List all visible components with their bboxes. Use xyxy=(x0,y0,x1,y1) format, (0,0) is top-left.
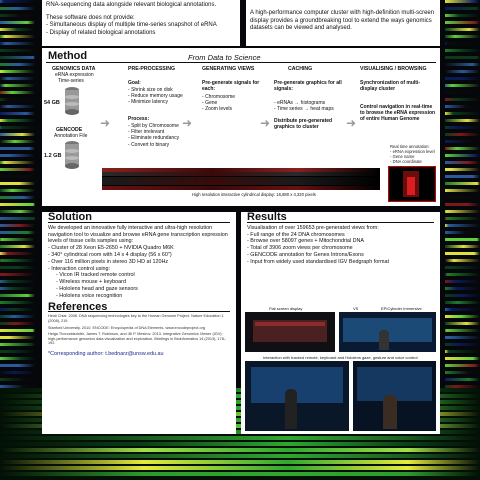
vis-p1: Synchronization of multi-display cluster xyxy=(360,80,420,93)
heatmap-row xyxy=(0,336,35,339)
results-caption-cylinder: EPICylinder Immersive xyxy=(381,306,422,311)
heatmap-row xyxy=(0,343,35,346)
heatmap-row xyxy=(445,28,480,31)
heatmap-row xyxy=(445,147,480,150)
solution-list: - Cluster of 28 Xeon E5-2650 + NVIDIA Quadro M6K - 340° cylindrical room with 14 x 4 display (56 x 60") - Over 116 million pixels in stereo 3D HD at 120Hz - Interaction control using: - Vicon IR tracked remote control - Wireless mouse + keyboard - Hololens head and gaze sensors - Hololens voice recognition xyxy=(48,245,174,299)
vis-title: VISUALISING / BROWSING xyxy=(360,66,427,72)
heatmap-row xyxy=(445,231,480,234)
flow-arrow-icon: ➜ xyxy=(346,116,357,130)
interaction-photo-right xyxy=(353,361,436,431)
results-caption-flat: Flat screen display xyxy=(269,306,303,311)
preproc-goal-heading: Goal: xyxy=(128,80,141,86)
heatmap-row xyxy=(445,140,480,143)
heatmap-row xyxy=(445,259,480,262)
heatmap-row xyxy=(0,105,35,108)
heatmap-row xyxy=(445,308,480,311)
heatmap-row xyxy=(0,63,35,66)
heatmap-row xyxy=(0,378,35,381)
results-list: - Full range of the 24 DNA chromosomes - Browse over 58097 genes + Mitochondrial DNA - Total of 3906 zoom views per chromosome - GENCODE annotation for Genes Introns/Exons - Input from widely used standardised IGV Bedgraph format xyxy=(247,231,390,265)
preproc-goals: - Shrink size on disk - Reduce memory usage - Minimize latency xyxy=(128,87,183,106)
heatmap-row xyxy=(445,315,480,318)
heatmap-row xyxy=(0,238,35,241)
gencode-size: 1.2 GB xyxy=(44,153,62,159)
solution-intro: We developed an innovative fully interactive and ultra-high resolution navigation tool to visualize and browse eRNA gene transcription expression levels of tissue cells samples using: xyxy=(48,224,228,245)
heatmap-row xyxy=(445,217,480,220)
contact-email[interactable]: *Corresponding author: t.bednarz@unsw.edu.au xyxy=(48,350,164,357)
heatmap-row xyxy=(445,84,480,87)
heatmap-row xyxy=(0,280,35,283)
heatmap-row xyxy=(0,308,35,311)
heatmap-row xyxy=(0,182,35,185)
heatmap-row xyxy=(0,259,35,262)
heatmap-row xyxy=(445,35,480,38)
heatmap-band xyxy=(0,472,480,476)
heatmap-row xyxy=(0,294,35,297)
results-caption-interaction: Interaction with tracked remote, keyboard and Hololens gaze, gesture and voice control xyxy=(263,355,418,360)
heatmap-row xyxy=(445,210,480,213)
intro-lead: These software does not provide: xyxy=(46,14,135,21)
strip-caption: High resolution interactive cylindrical display: 16,880 x 4,320 pixels xyxy=(192,192,316,197)
heatmap-row xyxy=(0,140,35,143)
heatmap-band xyxy=(0,448,480,452)
vis-p2: Control navigation in real-time to browse the eRNA expression of entire Human Genome xyxy=(360,104,436,123)
strip-band xyxy=(102,168,380,172)
gencode-sub: Annotation File xyxy=(54,133,88,139)
heatmap-row xyxy=(445,98,480,101)
heatmap-row xyxy=(445,371,480,374)
heatmap-row xyxy=(0,168,35,171)
heatmap-band xyxy=(0,466,480,470)
method-title: Method xyxy=(48,50,88,62)
genomics-size: 54 GB xyxy=(44,100,60,106)
heatmap-row xyxy=(0,210,35,213)
strip-band xyxy=(102,177,380,181)
heatmap-row xyxy=(0,56,35,59)
heatmap-row xyxy=(0,357,35,360)
flow-arrow-icon: ➜ xyxy=(100,116,111,130)
flow-arrow-icon: ➜ xyxy=(182,116,193,130)
heatmap-row xyxy=(445,14,480,17)
heatmap-row xyxy=(445,7,480,10)
heatmap-row xyxy=(0,14,35,17)
heatmap-row xyxy=(445,77,480,80)
heatmap-band xyxy=(0,460,480,464)
heatmap-row xyxy=(445,42,480,45)
heatmap-row xyxy=(445,245,480,248)
heatmap-row xyxy=(445,21,480,24)
heatmap-row xyxy=(0,49,35,52)
heatmap-row xyxy=(0,0,35,3)
heatmap-row xyxy=(0,84,35,87)
heatmap-row xyxy=(0,147,35,150)
heatmap-row xyxy=(0,119,35,122)
heatmap-row xyxy=(0,112,35,115)
heatmap-row xyxy=(445,161,480,164)
heatmap-row xyxy=(445,301,480,304)
heatmap-row xyxy=(0,266,35,269)
heatmap-row xyxy=(0,42,35,45)
heatmap-row xyxy=(0,252,35,255)
interaction-photo-left xyxy=(245,361,349,431)
strip-band xyxy=(102,186,380,190)
caching-items: - eRNAs → histograms - Time series → heat maps xyxy=(274,100,334,113)
heatmap-row xyxy=(445,168,480,171)
heatmap-row xyxy=(0,77,35,80)
method-rule xyxy=(46,62,436,63)
heatmap-row xyxy=(0,91,35,94)
results-title: Results xyxy=(247,211,287,223)
flat-screen-photo xyxy=(245,312,335,352)
intro-left-panel xyxy=(42,0,240,46)
heatmap-row xyxy=(445,63,480,66)
heatmap-row xyxy=(0,371,35,374)
heatmap-row xyxy=(445,154,480,157)
heatmap-row xyxy=(445,336,480,339)
heatmap-row xyxy=(445,175,480,178)
heatmap-row xyxy=(0,217,35,220)
preproc-title: PRE-PROCESSING xyxy=(128,66,175,72)
gencode-title: GENCODE xyxy=(56,127,83,133)
cylindrical-display-strip xyxy=(102,168,380,190)
heatmap-row xyxy=(0,364,35,367)
heatmap-row xyxy=(0,175,35,178)
heatmap-row xyxy=(445,224,480,227)
heatmap-row xyxy=(445,133,480,136)
heatmap-row xyxy=(445,105,480,108)
strip-band xyxy=(102,172,380,176)
heatmap-row xyxy=(445,287,480,290)
genomics-title: GENOMICS DATA xyxy=(52,66,96,72)
heatmap-band xyxy=(0,442,480,446)
references-title: References xyxy=(48,300,108,313)
preproc-steps: - Split by Chromosome - Filter irrelevant - Eliminate redundancy - Convert to binary xyxy=(128,123,180,148)
heatmap-row xyxy=(445,91,480,94)
caching-title: CACHING xyxy=(288,66,313,72)
intro-item: - Display of related biological annotations xyxy=(46,29,156,36)
database-icon xyxy=(64,140,80,170)
heatmap-row xyxy=(0,189,35,192)
heatmap-row xyxy=(445,280,480,283)
intro-line: RNA-sequencing data alongside relevant biological annotations. xyxy=(46,2,217,8)
results-intro: Visualisation of over 159653 pre-generated views from: xyxy=(247,224,379,231)
heatmap-row xyxy=(445,182,480,185)
heatmap-row xyxy=(445,189,480,192)
cylinder-photo xyxy=(339,312,436,352)
heatmap-row xyxy=(445,49,480,52)
heatmap-row xyxy=(445,322,480,325)
heatmap-row xyxy=(445,350,480,353)
heatmap-row xyxy=(0,224,35,227)
caching-heading-2: Distribute pre-generated graphics to cluster xyxy=(274,118,333,131)
solution-panel xyxy=(42,212,236,434)
heatmap-row xyxy=(445,56,480,59)
heatmap-row xyxy=(445,357,480,360)
method-panel xyxy=(42,48,440,206)
heatmap-row xyxy=(0,315,35,318)
heatmap-row xyxy=(445,126,480,129)
heatmap-row xyxy=(0,273,35,276)
annotation-legend: Real time annotation: - eRNA expression level - Gene name - DNA coordinate xyxy=(390,144,435,164)
heatmap-row xyxy=(0,70,35,73)
heatmap-row xyxy=(0,322,35,325)
heatmap-row xyxy=(445,252,480,255)
heatmap-row xyxy=(445,119,480,122)
intro-right-panel xyxy=(246,0,440,46)
heatmap-row xyxy=(0,98,35,101)
heatmap-row xyxy=(0,301,35,304)
heatmap-row xyxy=(445,343,480,346)
heatmap-row xyxy=(0,126,35,129)
heatmap-row xyxy=(0,154,35,157)
strip-band xyxy=(102,181,380,185)
results-caption-vs: VS xyxy=(353,306,359,311)
caching-heading: Pre-generate graphics for all signals: xyxy=(274,80,342,93)
heatmap-row xyxy=(0,35,35,38)
heatmap-row xyxy=(0,203,35,206)
poster xyxy=(42,0,440,440)
heatmap-row xyxy=(445,273,480,276)
heatmap-row xyxy=(0,21,35,24)
views-items: - Chromosome - Gene - Zoom levels xyxy=(202,94,236,113)
intro-item: - Simultaneous display of multiple time-series snapshot of eRNA xyxy=(46,22,217,28)
heatmap-row xyxy=(445,378,480,381)
heatmap-row xyxy=(445,294,480,297)
heatmap-row xyxy=(0,245,35,248)
preproc-process-heading: Process: xyxy=(128,116,150,122)
method-subtitle: From Data to Science xyxy=(188,53,261,62)
intro-right-text: A high-performance computer cluster with high-definition multi-screen display provides a groundbreaking tool to extend the ways genomics datasets can be viewed and analysed. xyxy=(250,10,435,31)
heatmap-row xyxy=(0,350,35,353)
genomics-sub2: Time-series xyxy=(58,78,84,84)
heatmap-row xyxy=(0,329,35,332)
heatmap-row xyxy=(445,238,480,241)
annotation-inset-image xyxy=(388,166,436,202)
heatmap-row xyxy=(0,133,35,136)
references-list: Heidi Chial. 2008. DNA sequencing technologies key to the Human Genome Project. Nature Education 1 (2008), 219. Stanford University. 2010. ENCODE: Encyclopedia of DNA Elements. www.encodeproject.org Helga Thorvaldsdottir, James T. Robinson, and Jill P. Mesirov. 2013. Integrative Genomics Viewer (IGV): high-performance genomics data visualization and exploration. Briefings in Bioinformatics 14 (2013), 178–192. xyxy=(48,314,226,346)
heatmap-row xyxy=(0,287,35,290)
results-panel xyxy=(241,212,440,434)
heatmap-row xyxy=(445,196,480,199)
heatmap-row xyxy=(0,161,35,164)
heatmap-row xyxy=(445,266,480,269)
heatmap-row xyxy=(0,231,35,234)
views-heading: Pre-generate signals for each: xyxy=(202,80,260,93)
heatmap-row xyxy=(445,329,480,332)
heatmap-band xyxy=(0,454,480,458)
heatmap-row xyxy=(445,70,480,73)
heatmap-row xyxy=(445,0,480,3)
heatmap-row xyxy=(445,112,480,115)
heatmap-row xyxy=(0,7,35,10)
heatmap-row xyxy=(0,28,35,31)
solution-title: Solution xyxy=(48,211,92,223)
views-title: GENERATING VIEWS xyxy=(202,66,255,72)
genomics-sub1: eRNA expression xyxy=(55,72,94,78)
heatmap-row xyxy=(0,196,35,199)
flow-arrow-icon: ➜ xyxy=(260,116,271,130)
database-icon xyxy=(64,86,80,116)
heatmap-row xyxy=(445,203,480,206)
heatmap-row xyxy=(445,364,480,367)
